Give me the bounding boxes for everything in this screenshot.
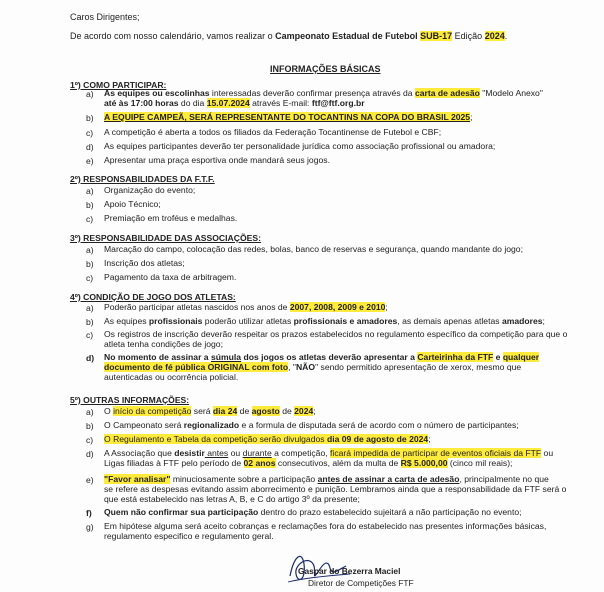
s4-item-b: As equipes profissionais poderão utilizar atletas profissionais e amadores, as demais apenas atletas amadores;: [104, 316, 545, 326]
s5-item-e: "Favor analisar" minuciosamente sobre a participação antes de assinar a carta de adesão, principalmente no que: [104, 474, 549, 484]
campeonato-name: Campeonato Estadual de Futebol: [275, 31, 418, 41]
s2-item-b: Apoio Técnico;: [104, 199, 161, 209]
s1-item-d: As equipes participantes deverão ter personalidade jurídica como associação profissional ou amadora;: [104, 141, 496, 151]
s1-item-b: A EQUIPE CAMPEÃ, SERÁ REPRESENTANTE DO TOCANTINS NA COPA DO BRASIL 2025;: [104, 112, 473, 122]
s4-item-d: No momento de assinar a súmula dos jogos os atletas deverão apresentar a Carteirinha da FTF e qualquer: [104, 352, 540, 362]
document-page: Caros Dirigentes; De acordo com nosso calendário, vamos realizar o Campeonato Estadual de Futebol SUB-17 Edição 2024. INFORMAÇÕES BÁSICAS 1º) COMO PARTICIPAR: a) As equipes ou escolinhas interessadas deverão confirmar presença através da carta de adesão "Modelo Anexo" até às 17:00 horas do dia 15.07.2024 através E-mail: ftf@ftf.org.br b) A EQUIPE CAMPEÃ, SERÁ REPRESENTANTE DO TOCANTINS NA COPA DO BRASIL 2025; c) A competição é aberta a todos os filiados da Federação Tocantinense de Futebol e CBF; d) As equipes participantes deverão ter personalidade jurídica como associação profissional ou amadora; e) Apresentar uma praça esportiva onde mandará seus jogos. 2º) RESPONSABILIDADES DA F.T.F. a) Organização do evento; b) Apoio Técnico; c) Premiação em troféus e medalhas. 3º) RESPONSABILIDADE DAS ASSOCIAÇÕES: a) Marcação do campo, colocação das redes, bolas, banco de reservas e segurança, quando mandante do jogo; b) Inscrição dos atletas; c) Pagamento da taxa de arbitragem. 4º) CONDIÇÃO DE JOGO DOS ATLETAS: a) Poderão participar atletas nascidos nos anos de 2007, 2008, 2009 e 2010; b) As equipes profissionais poderão utilizar atletas profissionais e amadores, as demais apenas atletas amadores; c) Os registros de inscrição deverão respeitar os prazos estabelecidos no regulamento específico da competição para que o atleta tenha condições de jogo; d) No momento de assinar a súmula dos jogos os atletas deverão apresentar a Carteirinha da FTF e qualquer documento de fé pública ORIGINAL com foto, "NÃO" sendo permitido apresentação de xerox, mesmo que autenticadas ou ocorrência policial. 5º) OUTRAS INFORMAÇÕES: a) O início da competição será dia 24 de agosto de 2024; b) O Campeonato será regionalizado e a formula de disputada será de acordo com o número de participantes; c) O Regulamento e Tabela da competição serão divulgados dia 09 de agosto de 2024; d) A Associação que desistir antes ou durante a competição, ficará impedida de participar de eventos oficiais da FTF ou Ligas filiadas à FTF pelo período de 02 anos consecutivos, além da multa de R$ 5.000,00 (cinco mil reais); e) "Favor analisar" minuciosamente sobre a participação antes de assinar a carta de adesão, principalmente no que se refere as despesas evitando assim aborrecimento e punição. Lembramos ainda que a responsabilidade da FTF será o que está estabelecido nas letras A, B, e C do artigo 3º da presente; f) Quem não confirmar sua participação dentro do prazo estabelecido sujeitará a não participação no evento; g) Em hipótese alguma será aceito cobranças e reclamações fora do estabelecido nas presentes informações básicas, regulamento especifico e regulamento geral. Gaspar do Bezerra Maciel Diretor de Competições FTF: [0, 0, 604, 592]
section-1-heading: 1º) COMO PARTICIPAR:: [70, 80, 167, 90]
s4-item-c: Os registros de inscrição deverão respeitar os prazos estabelecidos no regulamento específico da competição para que o: [104, 329, 568, 339]
year-label: 2024: [484, 31, 505, 41]
s5-item-g: Em hipótese alguma será aceito cobranças e reclamações fora do estabelecido nas presentes informações básicas,: [104, 521, 547, 531]
s1-item-e: Apresentar uma praça esportiva onde mandará seus jogos.: [104, 155, 330, 165]
section-2-heading: 2º) RESPONSABILIDADES DA F.T.F.: [70, 174, 215, 184]
s1-item-c: A competição é aberta a todos os filiados da Federação Tocantinense de Futebol e CBF;: [104, 127, 442, 137]
section-5-heading: 5º) OUTRAS INFORMAÇÕES:: [70, 395, 190, 405]
intro-paragraph: De acordo com nosso calendário, vamos realizar o Campeonato Estadual de Futebol SUB-17 Edição 2024.: [70, 31, 508, 41]
signature-role: Diretor de Competições FTF: [308, 578, 414, 588]
s5-item-c: O Regulamento e Tabela da competição serão divulgados dia 09 de agosto de 2024;: [104, 434, 431, 444]
s1-item-a: As equipes ou escolinhas interessadas deverão confirmar presença através da carta de adesão "Modelo Anexo": [104, 88, 543, 98]
signature-name: Gaspar do Bezerra Maciel: [298, 566, 401, 576]
s5-item-b: O Campeonato será regionalizado e a formula de disputada será de acordo com o número de participantes;: [104, 420, 519, 430]
s3-item-c: Pagamento da taxa de arbitragem.: [104, 272, 237, 282]
s3-item-b: Inscrição dos atletas;: [104, 258, 185, 268]
sub-label: SUB-17: [420, 31, 453, 41]
section-3-heading: 3º) RESPONSABILIDADE DAS ASSOCIAÇÕES:: [70, 233, 261, 243]
greeting: Caros Dirigentes;: [70, 12, 140, 22]
s5-item-d: A Associação que desistir antes ou durante a competição, ficará impedida de participar de eventos oficiais da FTF ou: [104, 448, 554, 458]
s5-item-a: O início da competição será dia 24 de agosto de 2024;: [104, 406, 316, 416]
page-title: INFORMAÇÕES BÁSICAS: [270, 64, 381, 74]
s2-item-c: Premiação em troféus e medalhas.: [104, 213, 238, 223]
s5-item-f: Quem não confirmar sua participação dentro do prazo estabelecido sujeitará a não participação no evento;: [104, 507, 522, 517]
s3-item-a: Marcação do campo, colocação das redes, bolas, banco de reservas e segurança, quando mandante do jogo;: [104, 244, 523, 254]
s4-item-a: Poderão participar atletas nascidos nos anos de 2007, 2008, 2009 e 2010;: [104, 302, 388, 312]
section-4-heading: 4º) CONDIÇÃO DE JOGO DOS ATLETAS:: [70, 292, 236, 302]
s2-item-a: Organização do evento;: [104, 185, 196, 195]
